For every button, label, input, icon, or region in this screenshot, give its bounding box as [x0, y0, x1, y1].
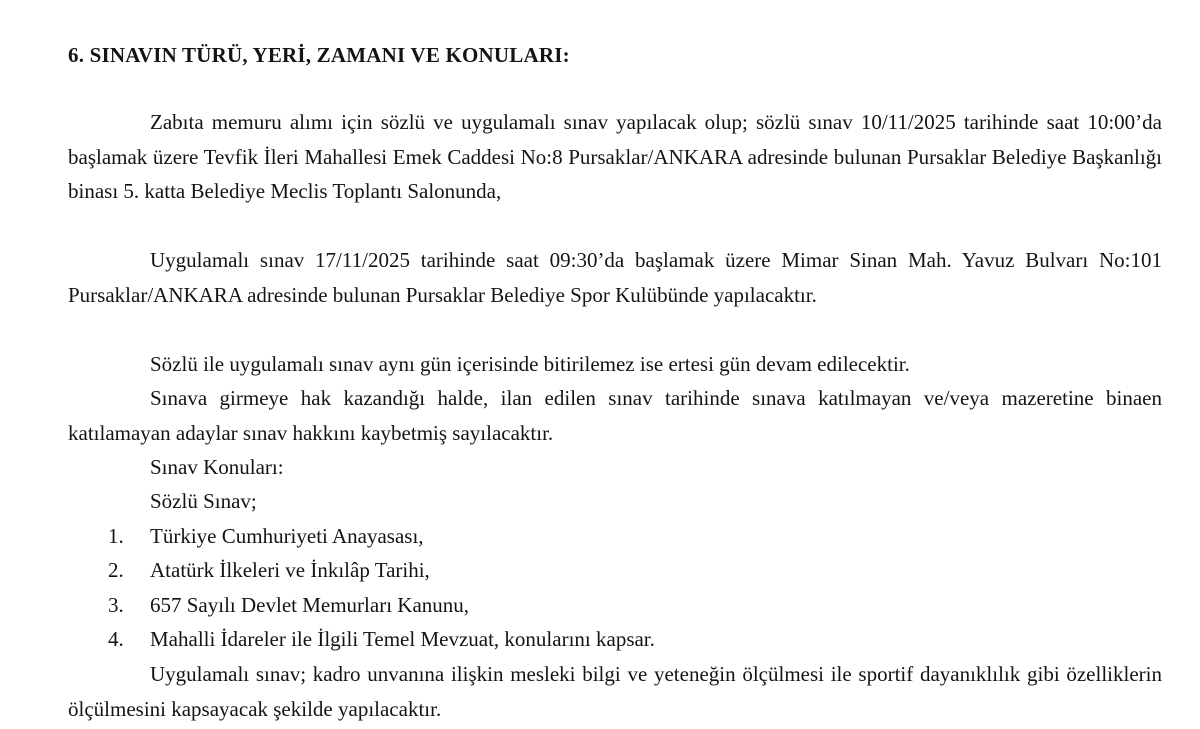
list-item-number: 2. — [108, 558, 124, 582]
list-item-number: 3. — [108, 593, 124, 617]
list-item: Mahalli İdareler ile İlgili Temel Mevzuat, konularını kapsar. — [150, 627, 655, 651]
list-item: Türkiye Cumhuriyeti Anayasası, — [150, 524, 424, 548]
paragraph-oral-exam-schedule: Zabıta memuru alımı için sözlü ve uygulamalı sınav yapılacak olup; sözlü sınav 10/11/2025 tarihinde saat 10:00’da başlamak üzere Tevfik İleri Mahallesi Emek Caddesi No:8 Pursaklar/ANKARA adresinde bulunan Pursaklar Belediye Başkanlığı binası 5. katta Belediye Meclis Toplantı Salonunda, — [68, 110, 1162, 203]
list-item: 657 Sayılı Devlet Memurları Kanunu, — [150, 593, 470, 617]
list-item: Atatürk İlkeleri ve İnkılâp Tarihi, — [150, 558, 430, 582]
section-heading: 6. SINAVIN TÜRÜ, YERİ, ZAMANI VE KONULARI: — [68, 43, 570, 67]
list-item-number: 4. — [108, 627, 124, 651]
exam-topics-label: Sınav Konuları: — [150, 455, 284, 479]
list-item-number: 1. — [108, 524, 124, 548]
paragraph-same-day-rule: Sözlü ile uygulamalı sınav aynı gün içerisinde bitirilemez ise ertesi gün devam edilecektir. — [150, 352, 910, 376]
oral-exam-label: Sözlü Sınav; — [150, 489, 257, 513]
paragraph-practical-exam-schedule: Uygulamalı sınav 17/11/2025 tarihinde saat 09:30’da başlamak üzere Mimar Sinan Mah. Yavuz Bulvarı No:101 Pursaklar/ANKARA adresinde bulunan Pursaklar Belediye Spor Kulübünde yapılacaktır. — [68, 248, 1162, 307]
paragraph-absence-rule: Sınava girmeye hak kazandığı halde, ilan edilen sınav tarihinde sınava katılmayan ve/veya mazeretine binaen katılamayan adaylar sınav hakkını kaybetmiş sayılacaktır. — [68, 386, 1162, 445]
paragraph-practical-exam-scope: Uygulamalı sınav; kadro unvanına ilişkin mesleki bilgi ve yeteneğin ölçülmesi ile sportif dayanıklılık gibi özelliklerin ölçülmesini kapsayacak şekilde yapılacaktır. — [68, 662, 1162, 721]
